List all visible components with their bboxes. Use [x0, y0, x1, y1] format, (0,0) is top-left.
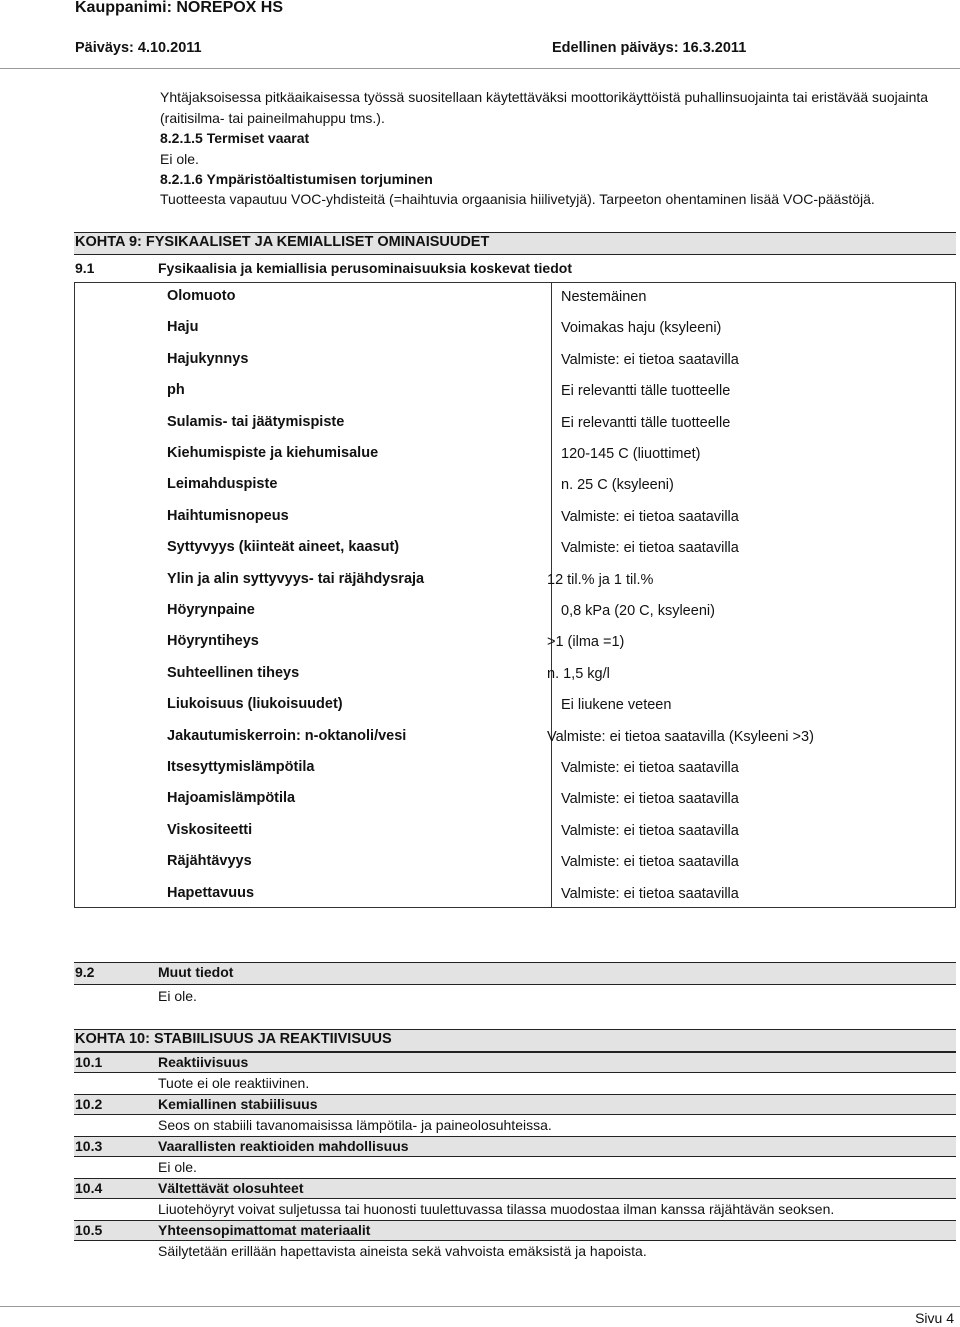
subsection-8-2-1-6-title: 8.2.1.6 Ympäristöaltistumisen torjuminen: [160, 171, 433, 187]
table-row: [75, 409, 955, 440]
subsection-title: Reaktiivisuus: [158, 1054, 249, 1070]
section-10-heading-text: KOHTA 10: STABIILISUUS JA REAKTIIVISUUS: [75, 1031, 392, 1047]
property-value: >1 (ilma =1): [547, 634, 625, 651]
table-row: [75, 534, 955, 565]
property-label: Leimahduspiste: [167, 476, 278, 493]
property-label: Hajoamislämpötila: [167, 790, 296, 807]
table-row: [75, 283, 955, 314]
property-value: Valmiste: ei tietoa saatavilla: [561, 885, 739, 902]
table-row: [75, 440, 955, 471]
table-row: [75, 660, 955, 691]
subsection-text: Säilytetään erillään hapettavista aineista sekä vahvoista emäksistä ja hapoista.: [158, 1243, 647, 1259]
subsection-title: Yhteensopimattomat materiaalit: [158, 1222, 371, 1238]
section-10-heading: [74, 1029, 956, 1052]
property-label: Kiehumispiste ja kiehumisalue: [167, 445, 379, 461]
property-label: Jakautumiskerroin: n-oktanoli/vesi: [167, 727, 407, 744]
property-value: Valmiste: ei tietoa saatavilla: [561, 508, 739, 525]
subsection-number: 10.4: [75, 1180, 103, 1196]
table-row: [75, 848, 955, 879]
property-value: Valmiste: ei tietoa saatavilla (Ksyleeni >3): [547, 728, 814, 745]
subsection-text: Seos on stabiili tavanomaisissa lämpötila- ja paineolosuhteissa.: [158, 1117, 552, 1133]
subsection-title: Kemiallinen stabiilisuus: [158, 1096, 318, 1112]
property-label: Sulamis- tai jäätymispiste: [167, 413, 345, 430]
property-value: n. 25 C (ksyleeni): [561, 477, 674, 494]
property-value: 120-145 C (liuottimet): [561, 446, 701, 462]
property-label: Höyryntiheys: [167, 633, 259, 650]
subsection-9-1-title: Fysikaalisia ja kemiallisia perusominaisuuksia koskevat tiedot: [158, 260, 572, 276]
intro-line-1: Yhtäjaksoisessa pitkäaikaisessa työssä suositellaan käytettäväksi moottorikäyttöistä puhallinsuojainta tai eristävää suojainta: [160, 89, 929, 105]
table-row: [75, 471, 955, 502]
table-row: [75, 346, 955, 377]
property-label: Ylin ja alin syttyvyys- tai räjähdysraja: [167, 570, 425, 587]
property-value: 12 til.% ja 1 til.%: [547, 571, 654, 588]
previous-date: Edellinen päiväys: 16.3.2011: [552, 40, 747, 56]
property-value: 0,8 kPa (20 C, ksyleeni): [561, 603, 715, 619]
property-value: Ei liukene veteen: [561, 697, 672, 714]
table-row: [75, 754, 955, 785]
subsection-8-2-1-6-text: Tuotteesta vapautuu VOC-yhdisteitä (=haihtuvia orgaanisia hiilivetyjä). Tarpeeton ohentaminen lisää VOC-päästöjä.: [160, 191, 875, 207]
document-date: Päiväys: 4.10.2011: [75, 40, 202, 56]
property-label: Viskositeetti: [167, 821, 253, 838]
header-divider: [0, 68, 960, 69]
company-name: Kauppanimi: NOREPOX HS: [75, 0, 284, 16]
table-row: [75, 314, 955, 345]
properties-table: [74, 282, 956, 908]
property-value: Ei relevantti tälle tuotteelle: [561, 414, 731, 431]
section-9-heading: [74, 232, 956, 255]
property-value: Valmiste: ei tietoa saatavilla: [561, 822, 739, 839]
table-row: [75, 566, 955, 597]
property-value: n. 1,5 kg/l: [547, 665, 610, 682]
property-label: Höyrynpaine: [167, 602, 255, 618]
property-label: Olomuoto: [167, 288, 236, 304]
subsection-9-1-number: 9.1: [75, 260, 95, 276]
table-row: [75, 817, 955, 848]
property-value: Valmiste: ei tietoa saatavilla: [561, 760, 739, 776]
subsection-text: Ei ole.: [158, 1159, 197, 1175]
table-row: [75, 785, 955, 816]
property-label: Syttyvyys (kiinteät aineet, kaasut): [167, 539, 400, 556]
page-number: Sivu 4: [915, 1310, 954, 1326]
subsection-8-2-1-5-text: Ei ole.: [160, 151, 199, 167]
table-row: [75, 503, 955, 534]
subsection-text: Liuotehöyryt voivat suljetussa tai huonosti tuulettuvassa tilassa muodostaa ilman kanssa räjähtävän seoksen.: [158, 1201, 835, 1217]
property-label: Hapettavuus: [167, 884, 255, 901]
property-value: Nestemäinen: [561, 289, 647, 305]
table-row: [75, 628, 955, 659]
property-label: Suhteellinen tiheys: [167, 664, 300, 681]
table-row: [75, 723, 955, 754]
table-row: [75, 377, 955, 408]
subsection-title: Vältettävät olosuhteet: [158, 1180, 304, 1196]
subsection-number: 10.2: [75, 1096, 103, 1112]
property-label: Haihtumisnopeus: [167, 507, 289, 524]
property-value: Voimakas haju (ksyleeni): [561, 320, 722, 337]
property-value: Valmiste: ei tietoa saatavilla: [561, 540, 739, 557]
subsection-number: 10.3: [75, 1138, 103, 1154]
property-label: Haju: [167, 319, 199, 336]
property-label: Hajukynnys: [167, 350, 249, 367]
table-row: [75, 691, 955, 722]
subsection-number: 10.1: [75, 1054, 103, 1070]
property-label: Räjähtävyys: [167, 853, 252, 870]
property-label: Itsesyttymislämpötila: [167, 759, 315, 775]
section-9-heading-text: KOHTA 9: FYSIKAALISET JA KEMIALLISET OMINAISUUDET: [75, 234, 490, 250]
property-value: Valmiste: ei tietoa saatavilla: [561, 791, 739, 808]
footer-divider: [0, 1306, 960, 1307]
property-label: Liukoisuus (liukoisuudet): [167, 696, 343, 713]
property-value: Valmiste: ei tietoa saatavilla: [561, 351, 739, 368]
subsection-9-2-text: Ei ole.: [158, 988, 197, 1004]
subsection-8-2-1-5-title: 8.2.1.5 Termiset vaarat: [160, 130, 310, 146]
property-label: ph: [167, 382, 185, 399]
intro-line-2: (raitisilma- tai paineilmahuppu tms.).: [160, 110, 385, 126]
property-value: Ei relevantti tälle tuotteelle: [561, 383, 731, 400]
table-row: [75, 597, 955, 628]
subsection-text: Tuote ei ole reaktiivinen.: [158, 1075, 310, 1091]
subsection-title: Vaarallisten reaktioiden mahdollisuus: [158, 1138, 409, 1154]
subsection-9-2-number: 9.2: [75, 964, 95, 980]
table-row: [75, 880, 955, 911]
property-value: Valmiste: ei tietoa saatavilla: [561, 854, 739, 871]
subsection-number: 10.5: [75, 1222, 103, 1238]
subsection-9-2-title: Muut tiedot: [158, 964, 234, 980]
